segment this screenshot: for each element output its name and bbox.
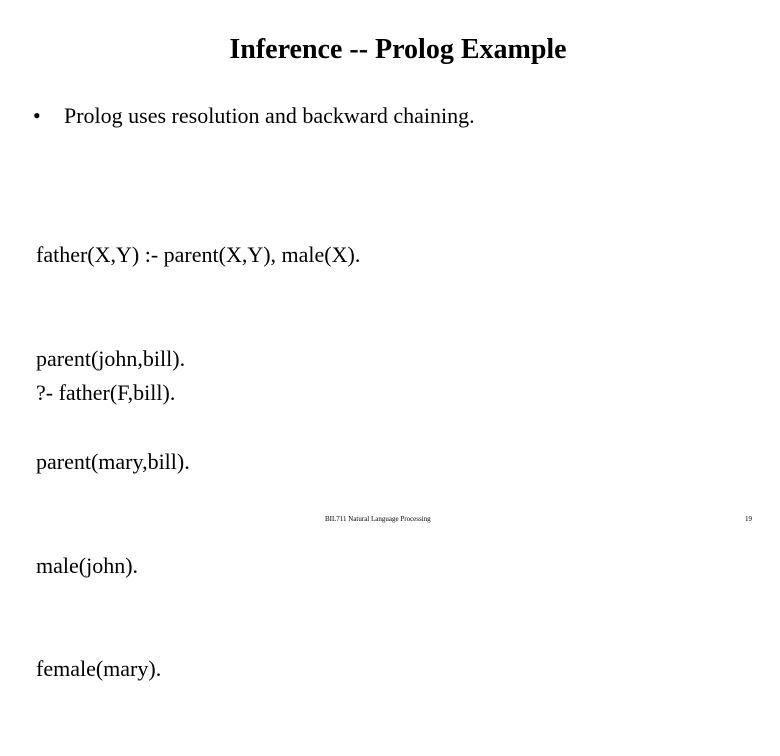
clause-line: male(john). [36,552,139,578]
prolog-clauses [36,169,360,756]
clause-line: female(mary). [36,656,162,681]
page-number: 19 [745,515,752,523]
clause-line: parent(john,bill). [36,345,186,371]
bullet-text: Prolog uses resolution and backward chaining. [64,103,475,128]
bullet-marker: • [33,103,41,128]
slide-title: Inference -- Prolog Example [229,34,567,65]
clause-line: parent(mary,bill). [36,449,190,474]
prolog-query: ?- father(F,bill). [36,380,176,405]
bullet-item [33,101,475,131]
clause-line: father(X,Y) :- parent(X,Y), male(X). [36,242,361,267]
footer-course-name: BIL711 Natural Language Processing [325,515,431,523]
